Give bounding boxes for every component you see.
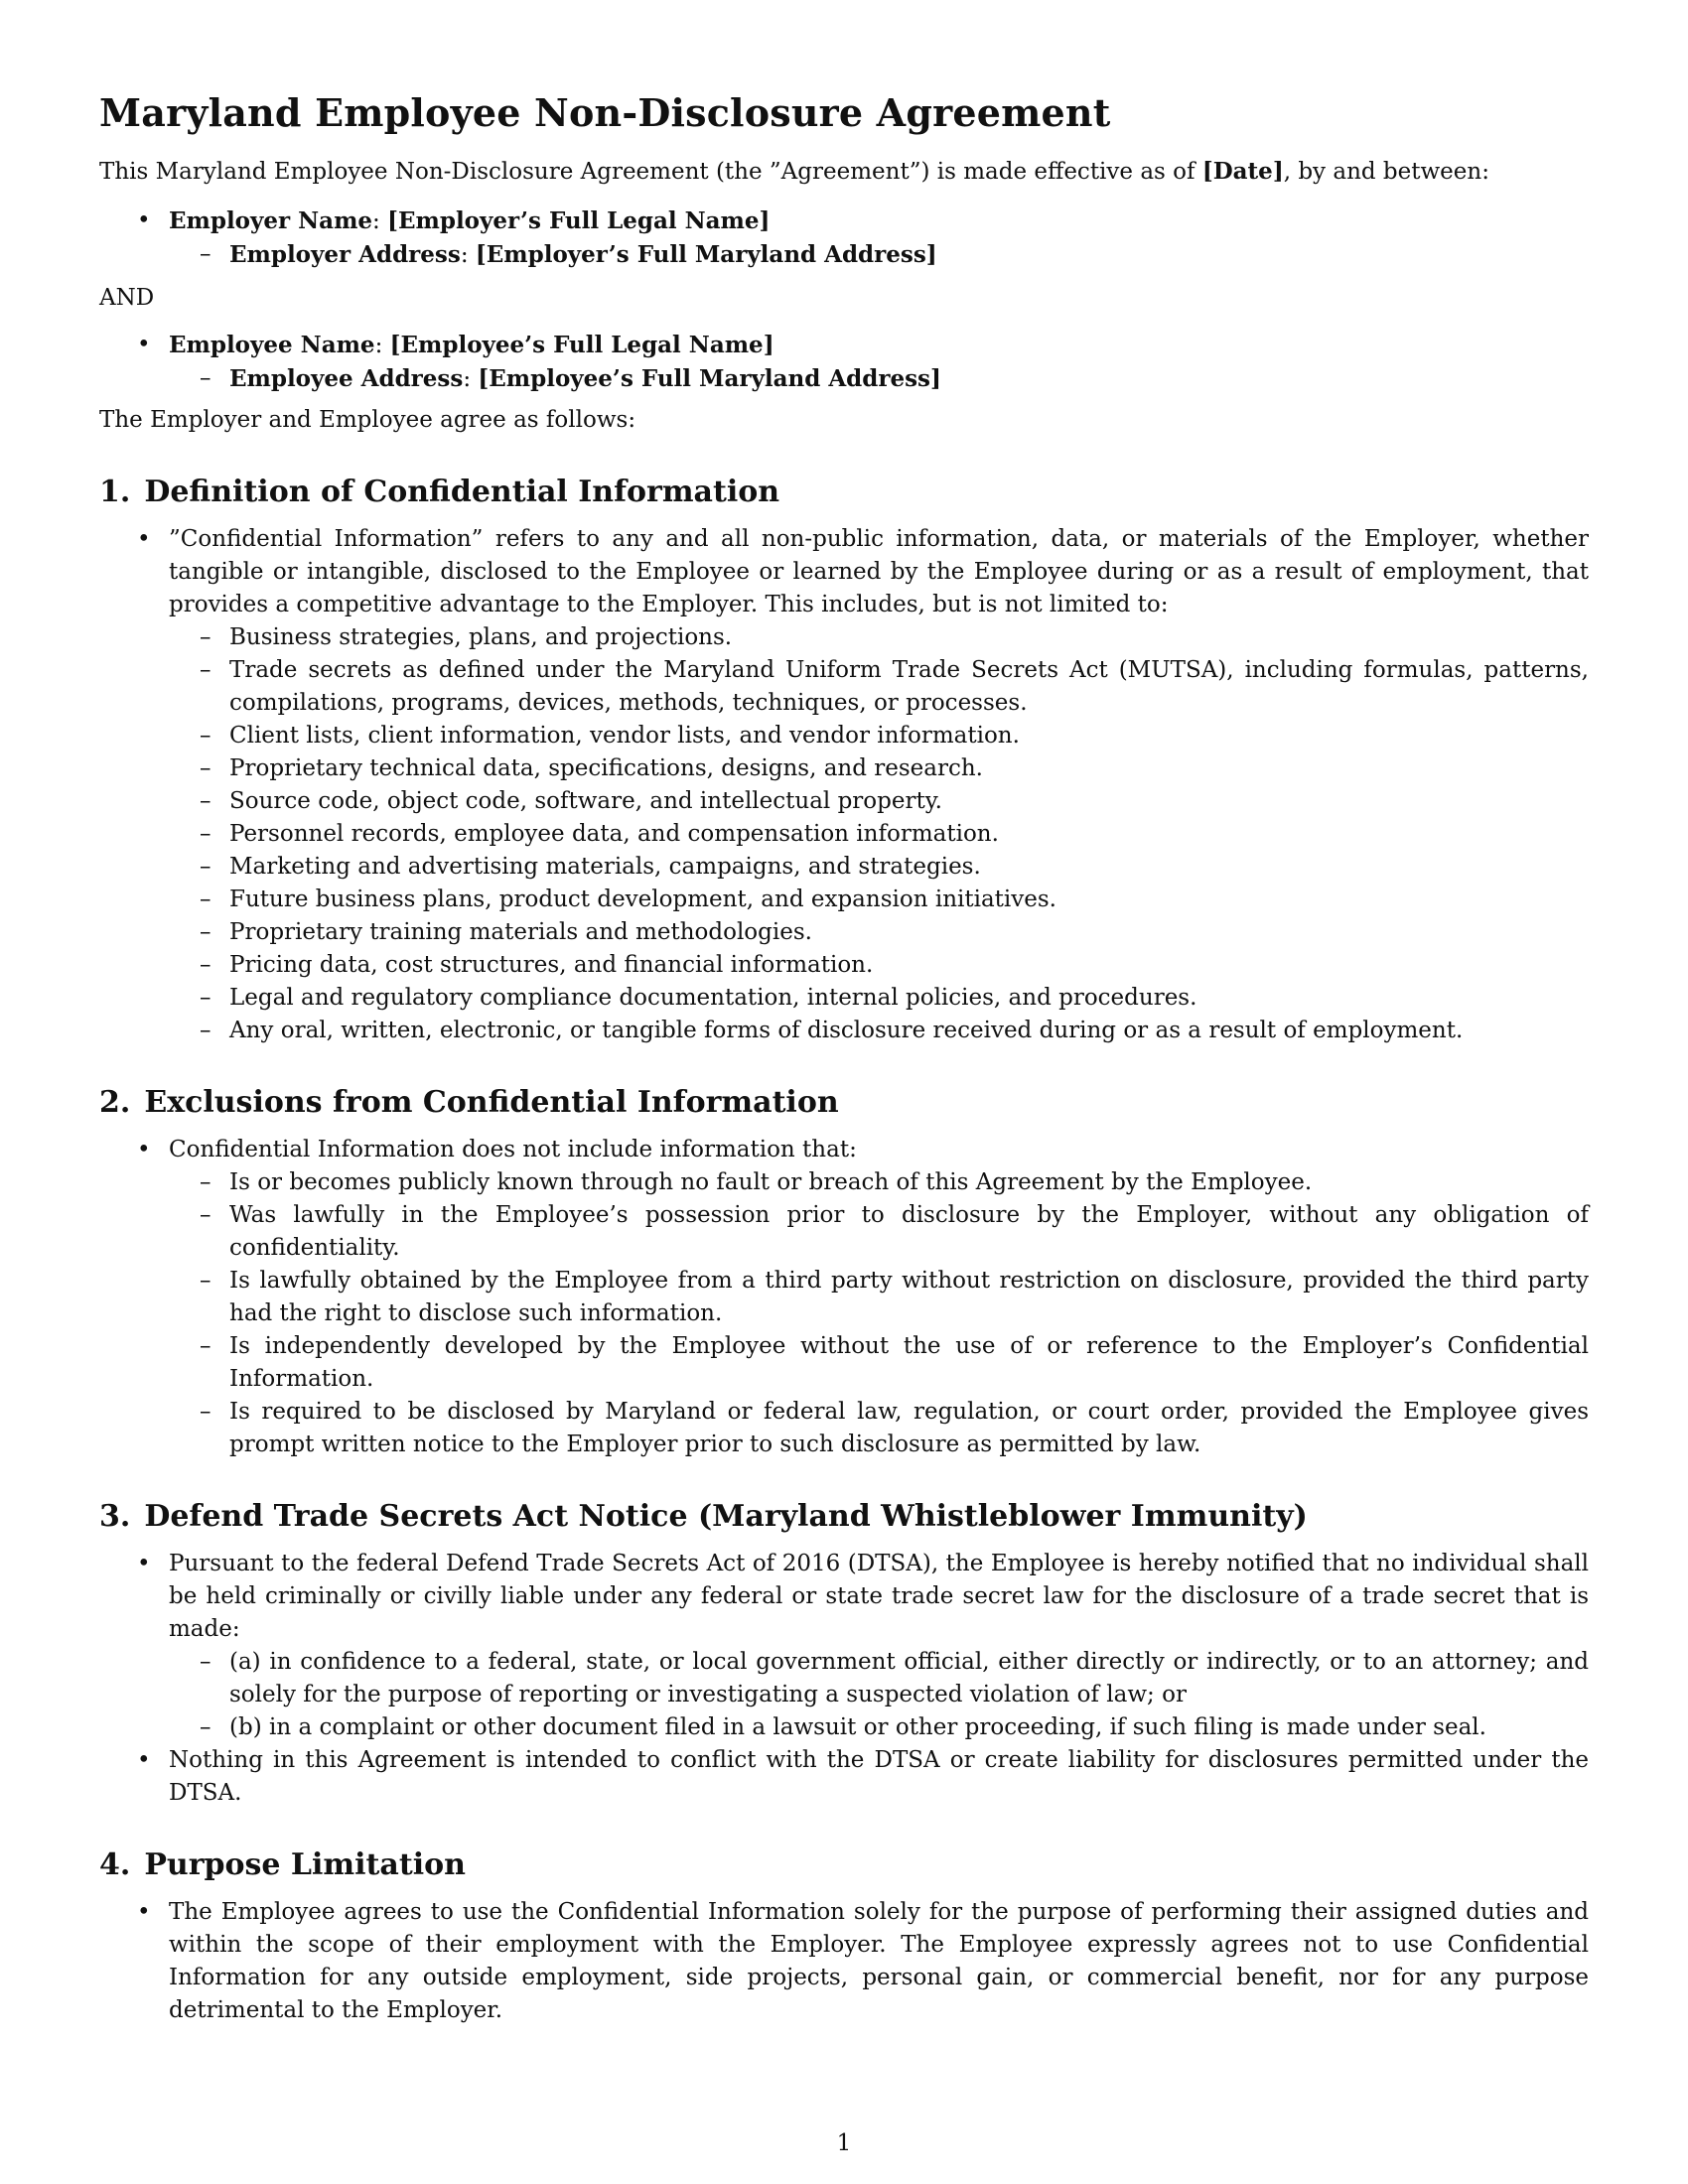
and-separator: AND <box>99 285 155 311</box>
employee-address-item: – Employee Address: [Employee’s Full Maryland Address] <box>169 362 1589 396</box>
dash-icon: – <box>200 854 211 880</box>
list-item: – Source code, object code, software, and intellectual property. <box>169 785 1589 818</box>
list-item: – Client lists, client information, vendor lists, and vendor information. <box>169 720 1589 752</box>
list-item: – Marketing and advertising materials, campaigns, and strategies. <box>169 851 1589 884</box>
section-1-list <box>99 523 1589 1047</box>
dash-icon: – <box>200 1018 211 1043</box>
employee-name-item: • Employee Name: [Employee’s Full Legal Name] – Employee Address: [Employee’s Full Maryland Address] <box>99 329 1589 396</box>
list-item: – Pricing data, cost structures, and financial information. <box>169 949 1589 982</box>
dash-icon: – <box>200 952 211 978</box>
dash-icon: – <box>200 624 211 650</box>
list-item: – Personnel records, employee data, and compensation information. <box>169 818 1589 851</box>
bullet-icon: • <box>137 1747 151 1773</box>
bullet-icon: • <box>137 332 151 357</box>
dash-icon: – <box>200 919 211 945</box>
list-item: – (b) in a complaint or other document filed in a lawsuit or other proceeding, if such filing is made under seal. <box>169 1711 1589 1744</box>
list-item: – Is lawfully obtained by the Employee from a third party without restriction on disclosure, provided the third party had the right to disclose such information. <box>169 1265 1589 1330</box>
section-1-bullet: • ”Confidential Information” refers to any and all non-public information, data, or materials of the Employer, whether tangible or intangible, disclosed to the Employee or learned by the Employee during or as a result of employment, that provides a competitive advantage to the Employer. This includes, but is not limited to: – Business strategies, plans, and projections. – Trade secrets as defined under the Maryland Uniform Trade Secrets Act (MUTSA), including formulas, patterns, compilations, programs, devices, methods, techniques, or processes. – Client lists, client information, vendor lists, and vendor information. – Proprietary technical data, specifications, designs, and research. – Source code, object code, software, and intellectual property. – Personnel records, employee data, and compensation information. – Marketing and advertising materials, campaigns, and strategies. – Future business plans, product development, and expansion initiatives. – Proprietary training materials and methodologies. – Pricing data, cost structures, and financial information. – Legal and regulatory compliance documentation, internal policies, and procedures. – Any oral, written, electronic, or tangible forms of disclosure received during or as a result of employment. <box>99 523 1589 1047</box>
section-3-bullet-2: • Nothing in this Agreement is intended to conflict with the DTSA or create liability for disclosures permitted under the DTSA. <box>99 1744 1589 1810</box>
bullet-icon: • <box>137 207 151 233</box>
bullet-icon: • <box>137 1899 151 1925</box>
bullet-icon: • <box>137 526 151 552</box>
document-title: Maryland Employee Non-Disclosure Agreement <box>99 90 1111 135</box>
intro-paragraph: This Maryland Employee Non-Disclosure Agreement (the ”Agreement”) is made effective as of [Date], by and between: <box>99 158 1489 185</box>
effective-date-placeholder: [Date] <box>1201 158 1284 185</box>
dash-icon: – <box>200 1649 211 1675</box>
dash-icon: – <box>200 788 211 814</box>
dash-icon: – <box>200 1202 211 1228</box>
dash-icon: – <box>200 887 211 912</box>
dash-icon: – <box>200 1399 211 1425</box>
dash-icon: – <box>200 365 211 391</box>
list-item: – Is required to be disclosed by Maryland or federal law, regulation, or court order, provided the Employee gives prompt written notice to the Employer prior to such disclosure as permitted by law. <box>169 1396 1589 1461</box>
dash-icon: – <box>200 985 211 1011</box>
section-1-heading: 1. Definition of Confidential Information <box>99 475 780 509</box>
section-4-bullet: • The Employee agrees to use the Confidential Information solely for the purpose of performing their assigned duties and within the scope of their employment with the Employer. The Employee expressly agrees not to use Confidential Information for any outside employment, side projects, personal gain, or commercial benefit, nor for any purpose detrimental to the Employer. <box>99 1896 1589 2027</box>
section-4-list <box>99 1896 1589 2027</box>
dash-icon: – <box>200 821 211 847</box>
employer-address-item: – Employer Address: [Employer’s Full Maryland Address] <box>169 238 1589 272</box>
section-3-bullet: • Pursuant to the federal Defend Trade Secrets Act of 2016 (DTSA), the Employee is hereby notified that no individual shall be held criminally or civilly liable under any federal or state trade secret law for the disclosure of a trade secret that is made: – (a) in confidence to a federal, state, or local government official, either directly or indirectly, or to an attorney; and solely for the purpose of reporting or investigating a suspected violation of law; or – (b) in a complaint or other document filed in a lawsuit or other proceeding, if such filing is made under seal. <box>99 1548 1589 1744</box>
dash-icon: – <box>200 1169 211 1195</box>
list-item: – (a) in confidence to a federal, state, or local government official, either directly or indirectly, or to an attorney; and solely for the purpose of reporting or investigating a suspected violation of law; or <box>169 1646 1589 1711</box>
employer-party-list <box>99 205 1589 272</box>
employer-name-item: • Employer Name: [Employer’s Full Legal Name] – Employer Address: [Employer’s Full Maryland Address] <box>99 205 1589 272</box>
list-item: – Any oral, written, electronic, or tangible forms of disclosure received during or as a result of employment. <box>169 1015 1589 1047</box>
bullet-icon: • <box>137 1137 151 1162</box>
list-item: – Legal and regulatory compliance documentation, internal policies, and procedures. <box>169 982 1589 1015</box>
section-3-list <box>99 1548 1589 1810</box>
section-2-heading: 2. Exclusions from Confidential Information <box>99 1085 839 1120</box>
dash-icon: – <box>200 1268 211 1294</box>
section-2-bullet: • Confidential Information does not include information that: – Is or becomes publicly known through no fault or breach of this Agreement by the Employee. – Was lawfully in the Employee’s possession prior to disclosure by the Employer, without any obligation of confidentiality. – Is lawfully obtained by the Employee from a third party without restriction on disclosure, provided the third party had the right to disclose such information. – Is independently developed by the Employee without the use of or reference to the Employer’s Confidential Information. – Is required to be disclosed by Maryland or federal law, regulation, or court order, provided the Employee gives prompt written notice to the Employer prior to such disclosure as permitted by law. <box>99 1134 1589 1461</box>
list-item: – Business strategies, plans, and projections. <box>169 621 1589 654</box>
page-number: 1 <box>836 2130 852 2156</box>
section-2-list <box>99 1134 1589 1461</box>
dash-icon: – <box>200 1333 211 1359</box>
section-4-heading: 4. Purpose Limitation <box>99 1847 466 1882</box>
list-item: – Is or becomes publicly known through no fault or breach of this Agreement by the Employee. <box>169 1166 1589 1199</box>
dash-icon: – <box>200 1714 211 1740</box>
agreement-lead-in: The Employer and Employee agree as follows: <box>99 407 636 433</box>
dash-icon: – <box>200 657 211 683</box>
list-item: – Was lawfully in the Employee’s possession prior to disclosure by the Employer, without any obligation of confidentiality. <box>169 1199 1589 1265</box>
employee-party-list <box>99 329 1589 396</box>
list-item: – Future business plans, product development, and expansion initiatives. <box>169 884 1589 916</box>
list-item: – Proprietary technical data, specifications, designs, and research. <box>169 752 1589 785</box>
list-item: – Is independently developed by the Employee without the use of or reference to the Employer’s Confidential Information. <box>169 1330 1589 1396</box>
bullet-icon: • <box>137 1551 151 1576</box>
list-item: – Trade secrets as defined under the Maryland Uniform Trade Secrets Act (MUTSA), including formulas, patterns, compilations, programs, devices, methods, techniques, or processes. <box>169 654 1589 720</box>
dash-icon: – <box>200 241 211 267</box>
list-item: – Proprietary training materials and methodologies. <box>169 916 1589 949</box>
dash-icon: – <box>200 723 211 749</box>
dash-icon: – <box>200 755 211 781</box>
section-3-heading: 3. Defend Trade Secrets Act Notice (Maryland Whistleblower Immunity) <box>99 1499 1308 1534</box>
